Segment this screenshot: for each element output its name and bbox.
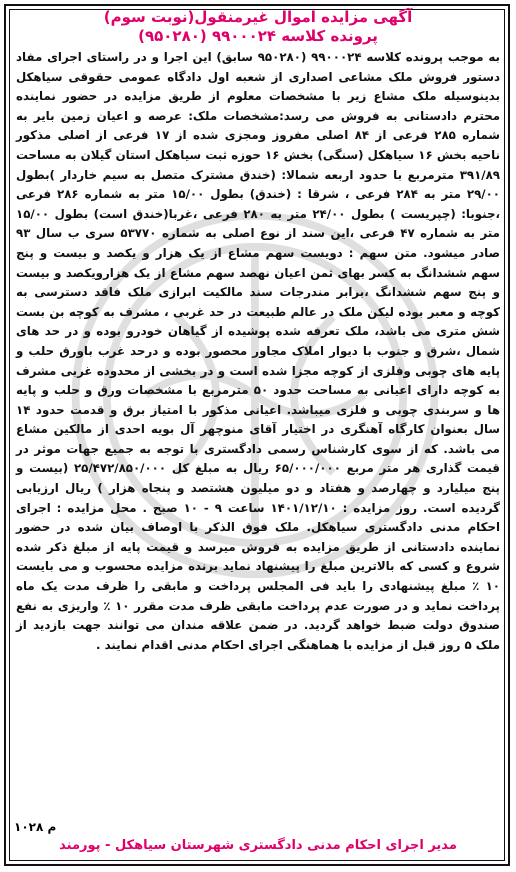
ad-body: به موجب پرونده کلاسه ۹۹۰۰۰۲۴ (۹۵۰۲۸۰ سابق) این اجرا و در راستای اجرای مفاد دستور فروش ملک مشاعی اصداری از شعبه اول دادگاه عمومی حقوقی سیاهکل بدینوسیله ملک مشاع زیر با مشخصات معلوم از طریق مزایده در حضور نماینده محترم دادستانی به فروش می رسد:مشخصات ملک: عرصه و اعیان زمین بایر به شماره ۲۸۵ فرعی از ۸۴ اصلی مفروز ومجزی شده از ۱۷ فرعی از اصلی مذکور ناحیه بخش ۱۶ سیاهکل (سنگی) بخش ۱۶ حوزه ثبت سیاهکل استان گیلان به مساحت ۳۹۱/۸۹ مترمربع با حدود اربعه شمالا: (خندق مشترک متصل به سیم خاردار )بطول ۲۹/۰۰ متر به ۲۸۴ فرعی ، شرقا : (خندق) بطول ۱۵/۰۰ متر به شماره ۲۸۶ فرعی ،جنوبا: (چپریست ) بطول ۲۴/۰۰ متر به ۲۸۰ فرعی ،غربا(خندق است) بطول ۱۵/۰۰ متر به شماره ۴۷ فرعی ،این سند از نوع اصلی به شماره ۵۳۷۷۰ سری ب سال ۹۳ صادر میشود. متن سهم : دویست سهم مشاع از یک هزار و یکصد و بیست و پنج سهم ششدانگ به کسر بهای ثمن اعیان نهصد سهم مشاع از یک هزارویکصد و بیست و پنج سهم ششدانگ ،برابر مندرجات سند مالکیت ابرازی ملک فاقد دسترسی به کوچه و معبر بوده لیکن ملک در عالم طبیعت در حد غربی ، مشرف به کوچه بن بست شش متری می باشد، ملک تعرفه شده پوشیده از گیاهان خودرو بوده و در حد های شمال ،شرق و جنوب با دیوار املاک مجاور محصور بوده و درحد غرب باورق حلب و پایه های چوبی وفلزی از کوچه مجزا شده است و در بخشی از محدوده غربی مشرف به کوچه دارای اعیانی به مساحت حدود ۵۰ مترمربع با مشخصات ورق و حلب و پایه ها و سربندی چوبی و فلزی میباشد. اعیانی مذکور با امتیاز برق و قدمت حدود ۱۴ سال بعنوان کارگاه آهنگری در اختیار آقای منوچهر آل بویه احدی از مالکین مشاع می باشد. که از سوی کارشناس رسمی دادگستری با توجه به جمیع جهات موثر در قیمت گذاری هر متر مربع ۶۵/۰۰۰/۰۰۰ ریال به مبلغ کل ۲۵/۴۷۲/۸۵۰/۰۰۰ (بیست و پنج میلیارد و چهارصد و هفتاد و دو میلیون هشتصد و پنجاه هزار ) ریال ارزیابی گردیده است. روز مزایده : ۱۴۰۱/۱۲/۱۰ ساعت ۹ - ۱۰ صبح . محل مزایده : اجرای احکام مدنی دادگستری سیاهکل. ملک فوق الذکر با اوصاف بیان شده در حضور نماینده دادستانی از طریق مزایده به فروش میرسد و قیمت پایه از مبلغ ذکر شده شروع و کسی که بالاترین مبلغ را پیشنهاد نماید برنده مزایده محسوب و می بایست ۱۰ ٪ مبلغ پیشنهادی را باید فی المجلس پرداخت و مابقی را ظرف مدت یک ماه پرداخت نماید و در صورت عدم پرداخت مابقی ظرف مدت مقرر ۱۰ ٪ واریزی به نفع صندوق دولت ضبط خواهد گردید. در ضمن علاقه مندان می توانند جهت بازدید از ملک ۵ روز قبل از مزایده با هماهنگی اجرای احکام مدنی اقدام نمایند . [16,50,501,652]
ad-code: م ۱۰۲۸ [14,820,57,834]
case-number: پرونده کلاسه ۹۹۰۰۰۲۴ (۹۵۰۲۸۰) [138,27,378,45]
ad-title: آگهی مزایده اموال غیرمنقول(نوبت سوم) [103,8,413,26]
signature: مدیر اجرای احکام مدنی دادگستری شهرستان سیاهکل - پورمند [59,838,457,853]
ad-header [0,8,516,46]
